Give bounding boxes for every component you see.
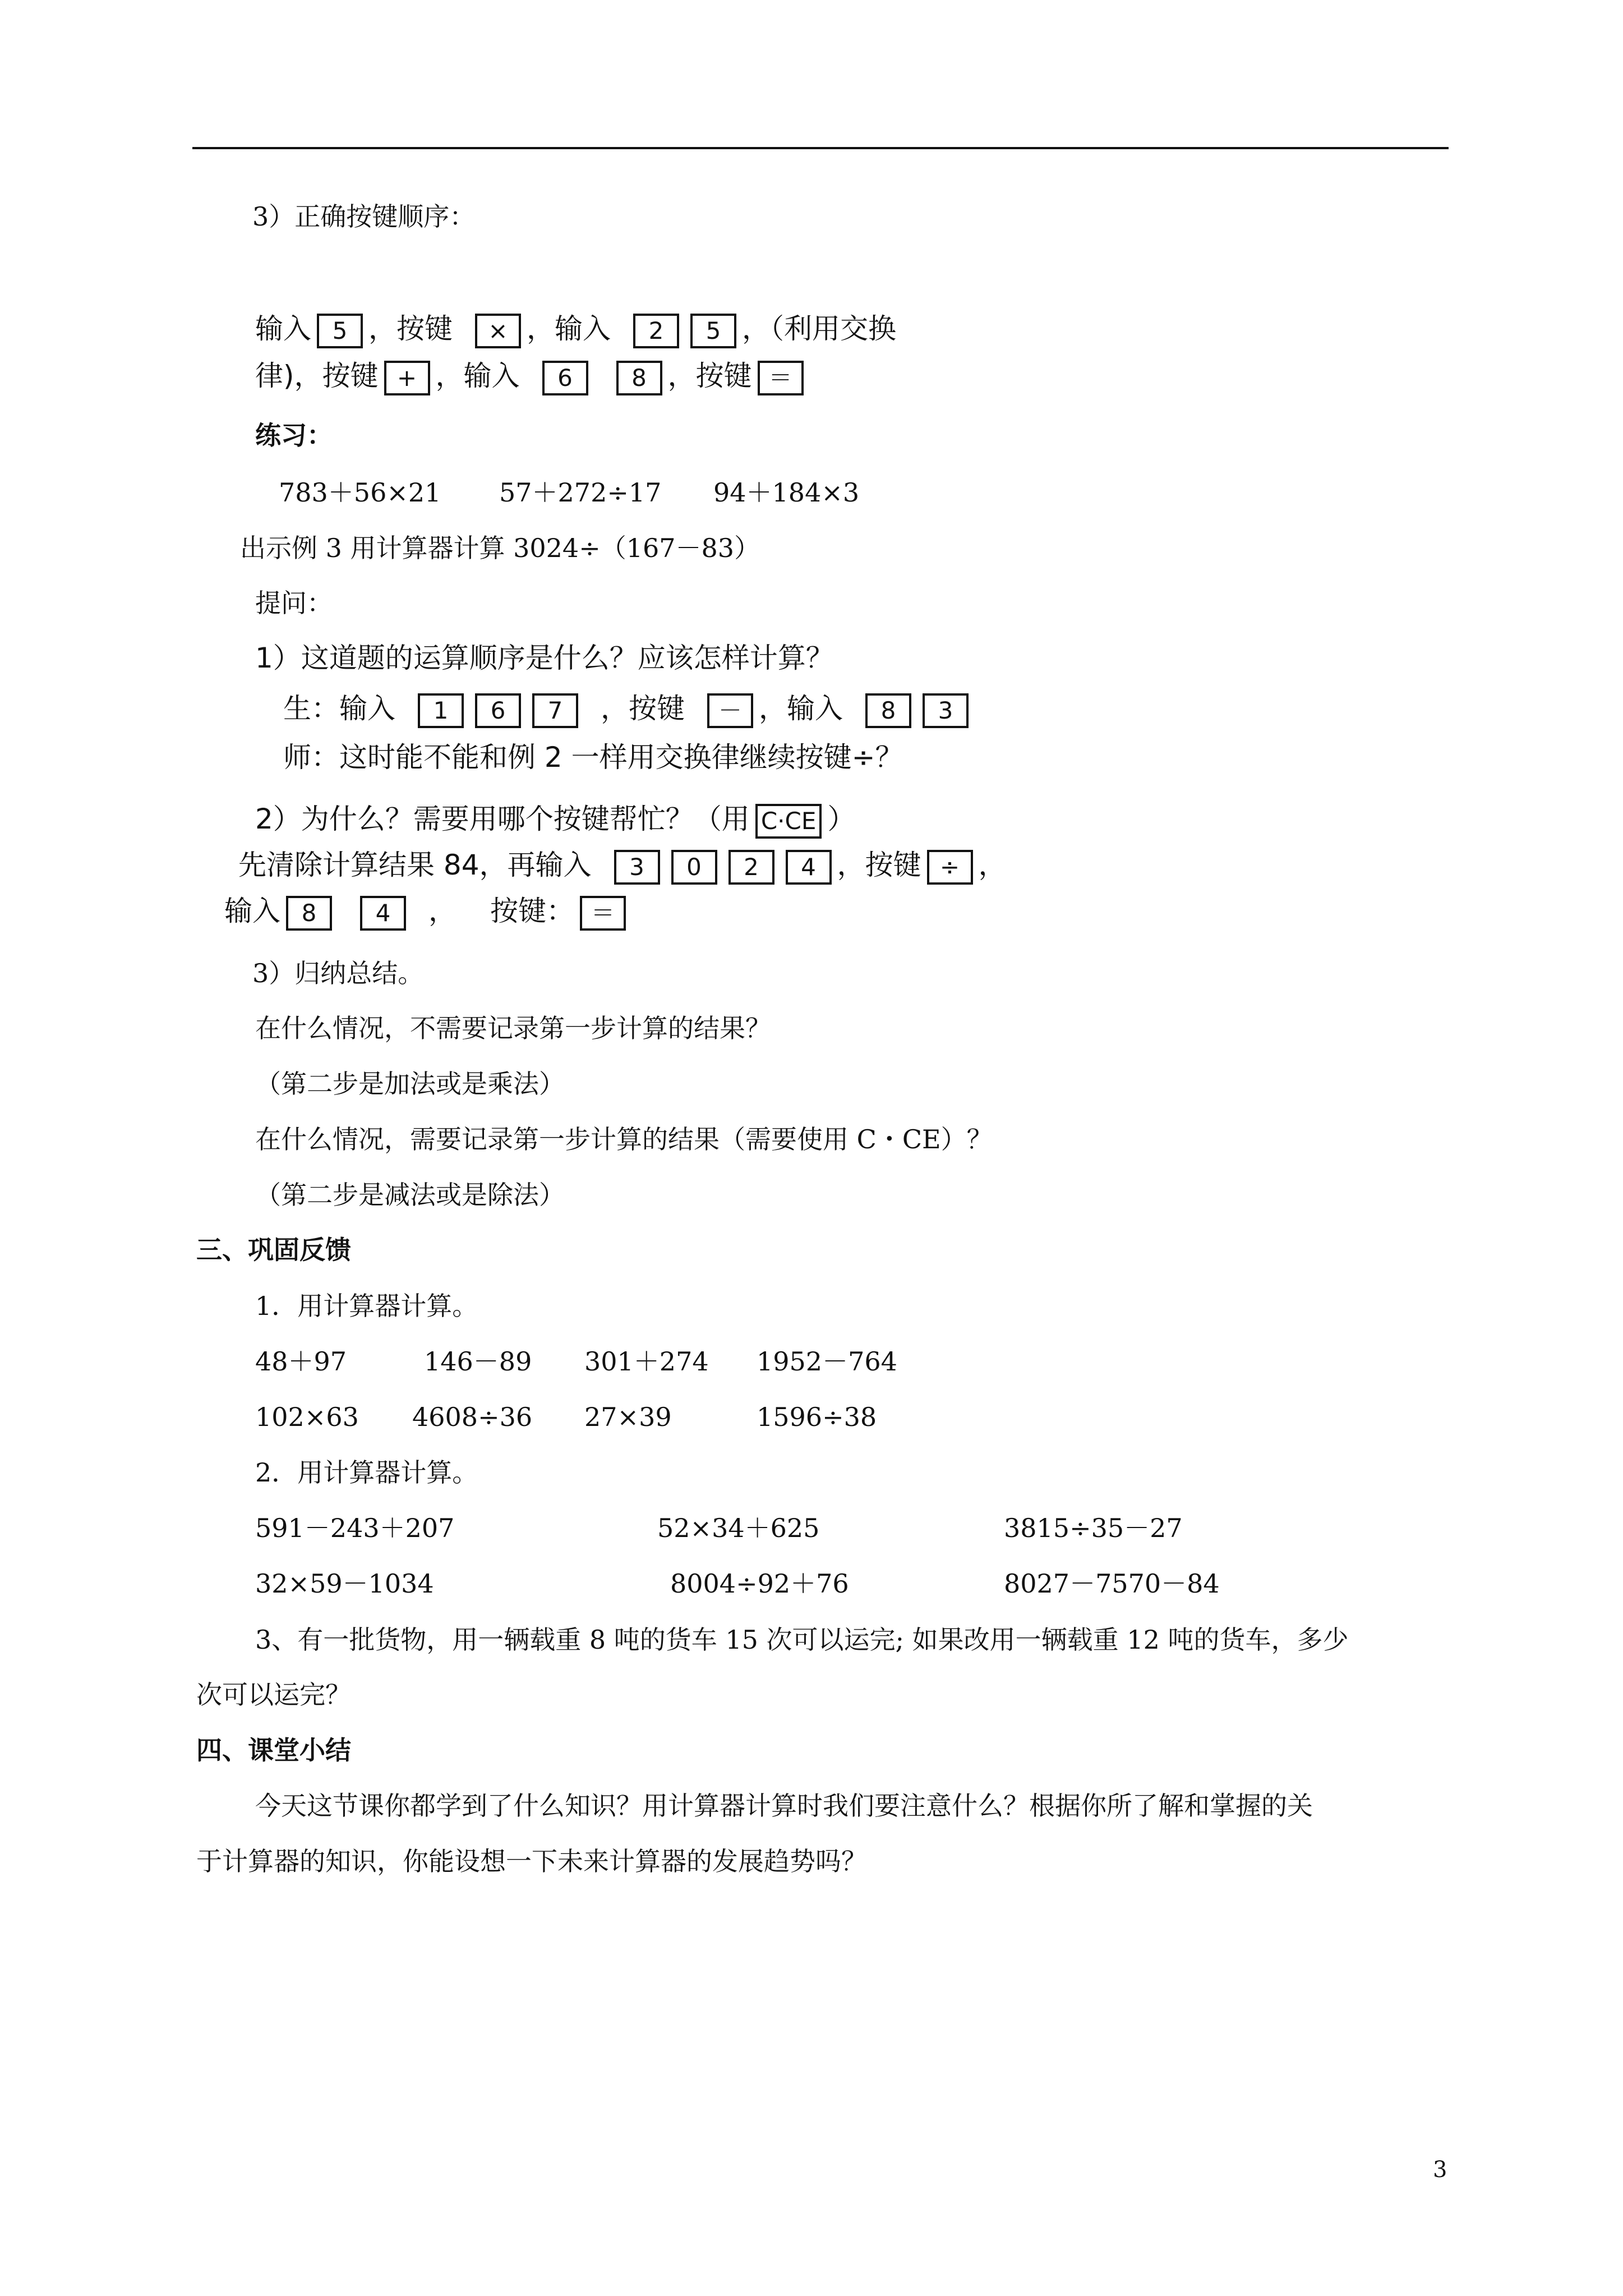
ex1-r2-c4: 1596÷38 <box>757 1402 877 1432</box>
page-number: 3 <box>1433 2157 1447 2183</box>
exercise-3-line-2: 次可以运完？ <box>196 1680 351 1710</box>
key-2: 2 <box>728 850 774 885</box>
clear-line-2: 输入 8 4 ， 按键： ＝ <box>224 894 631 931</box>
summary-title: 3）归纳总结。 <box>252 958 424 988</box>
ex2-r2-c3: 8027－7570－84 <box>1004 1568 1220 1599</box>
example3-intro: 出示例 3 用计算器计算 3024÷（167－83） <box>240 533 760 563</box>
clear-line: 先清除计算结果 84，再输入 3 0 2 4 ，按键 ÷ ， <box>238 848 1007 885</box>
summary-answer-1: （第二步是加法或是乘法） <box>255 1069 565 1099</box>
ex2-r2-c1: 32×59－1034 <box>255 1568 434 1599</box>
exercise-3-line-1: 3、有一批货物，用一辆载重 8 吨的货车 15 次可以运完; 如果改用一辆载重 12 吨的货车，多少 <box>255 1625 1349 1655</box>
ex2-r2-c2: 8004÷92＋76 <box>670 1568 849 1599</box>
key-8: 8 <box>865 693 911 728</box>
ex1-r2-c3: 27×39 <box>584 1402 672 1432</box>
practice-label: 练习： <box>255 420 333 450</box>
ex1-r1-c4: 1952－764 <box>757 1346 897 1377</box>
practice-item-2: 57＋272÷17 <box>499 477 662 508</box>
key-3: 3 <box>923 693 969 728</box>
ex1-r2-c2: 4608÷36 <box>412 1402 533 1432</box>
key-0: 0 <box>671 850 717 885</box>
key-multiply: × <box>475 314 521 348</box>
key-2: 2 <box>633 314 679 348</box>
ask-label: 提问： <box>255 588 333 618</box>
key-5: 5 <box>317 314 363 348</box>
summary-question-2: 在什么情况，需要记录第一步计算的结果（需要使用 C・CE）？ <box>255 1124 993 1154</box>
practice-item-3: 94＋184×3 <box>713 477 860 508</box>
header-rule <box>192 147 1449 149</box>
key-divide: ÷ <box>927 850 973 885</box>
key-equals: ＝ <box>580 896 626 931</box>
ex1-r1-c2: 146－89 <box>424 1346 532 1377</box>
class-summary-line-2: 于计算器的知识，你能设想一下未来计算器的发展趋势吗？ <box>196 1846 867 1876</box>
class-summary-line-1: 今天这节课你都学到了什么知识？用计算器计算时我们要注意什么？根据你所了解和掌握的关 <box>255 1791 1313 1821</box>
student-line: 生：输入 1 6 7 ，按键 － ，输入 8 3 <box>283 692 974 728</box>
exercise-1-title: 1．用计算器计算。 <box>255 1291 478 1321</box>
teacher-line: 师：这时能不能和例 2 一样用交换律继续按键÷？ <box>283 741 903 774</box>
practice-item-1: 783＋56×21 <box>279 477 441 508</box>
summary-answer-2: （第二步是减法或是除法） <box>255 1180 565 1210</box>
summary-question-1: 在什么情况，不需要记录第一步计算的结果？ <box>255 1013 771 1043</box>
key-8: 8 <box>286 896 332 931</box>
question-1: 1）这道题的运算顺序是什么？应该怎样计算？ <box>255 642 834 674</box>
key-5b: 5 <box>690 314 736 348</box>
question-2: 2）为什么？需要用哪个按键帮忙？（用 C·CE ） <box>255 802 855 839</box>
section-4-title: 四、课堂小结 <box>196 1735 351 1765</box>
key-1: 1 <box>418 693 464 728</box>
ex2-r1-c3: 3815÷35－27 <box>1004 1513 1183 1543</box>
section-3-title: 三、巩固反馈 <box>196 1235 351 1265</box>
key-6: 6 <box>475 693 521 728</box>
example2-line1: 输入 5 ，按键 × ，输入 2 5 ，（利用交换 <box>255 312 896 348</box>
step3-title: 3）正确按键顺序： <box>252 201 476 232</box>
key-4: 4 <box>360 896 406 931</box>
key-6: 6 <box>542 361 588 395</box>
ex1-r2-c1: 102×63 <box>255 1402 359 1432</box>
key-c-ce: C·CE <box>755 804 822 839</box>
ex1-r1-c3: 301＋274 <box>584 1346 709 1377</box>
key-7: 7 <box>532 693 578 728</box>
key-plus: + <box>384 361 430 395</box>
key-minus: － <box>707 693 753 728</box>
ex2-r1-c1: 591－243＋207 <box>255 1513 455 1543</box>
example2-line2: 律)，按键 + ，输入 6 8 ，按键 ＝ <box>255 359 809 395</box>
key-3: 3 <box>614 850 660 885</box>
exercise-2-title: 2．用计算器计算。 <box>255 1457 478 1488</box>
key-8: 8 <box>616 361 662 395</box>
ex2-r1-c2: 52×34＋625 <box>657 1513 820 1543</box>
key-equals: ＝ <box>758 361 804 395</box>
ex1-r1-c1: 48＋97 <box>255 1346 347 1377</box>
key-4: 4 <box>786 850 832 885</box>
